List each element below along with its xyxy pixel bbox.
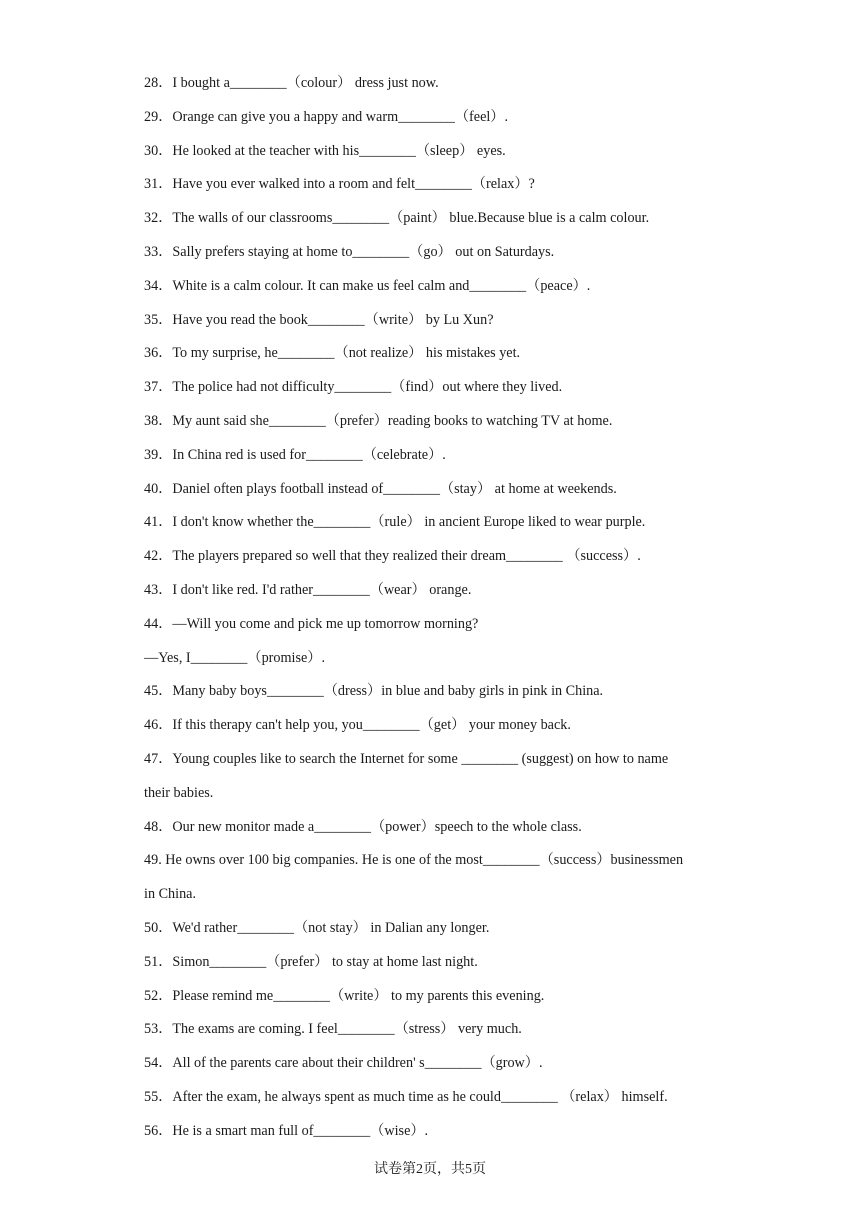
question-line: 37．The police had not difficulty________（find）out where they lived.: [144, 379, 563, 396]
question-line: 52．Please remind me________（write） to my parents this evening.: [144, 987, 545, 1004]
question-line: 48．Our new monitor made a________（power）speech to the whole class.: [144, 818, 582, 835]
question-line: 47．Young couples like to search the Internet for some ________ (suggest) on how to name: [144, 750, 669, 767]
page-footer: 试卷第2页，共5页: [374, 1162, 486, 1177]
question-line: 51．Simon________（prefer） to stay at home last night.: [144, 953, 478, 970]
question-line: 28．I bought a________（colour） dress just now.: [144, 75, 439, 91]
question-line: 56．He is a smart man full of________（wise）.: [144, 1122, 429, 1139]
question-continuation: their babies.: [144, 784, 214, 801]
question-line: 30．He looked at the teacher with his________（sleep） eyes.: [144, 142, 506, 159]
question-line: 46．If this therapy can't help you, you________（get） your money back.: [144, 717, 571, 734]
question-line: 49. He owns over 100 big companies. He is one of the most________（success）businessmen: [144, 852, 684, 869]
question-continuation: in China.: [144, 886, 197, 903]
question-line: 34．White is a calm colour. It can make us feel calm and________（peace）.: [144, 277, 591, 294]
question-line: 55．After the exam, he always spent as much time as he could________ （relax） himself.: [144, 1088, 668, 1105]
question-line: 41．I don't know whether the________（rule） in ancient Europe liked to wear purple.: [144, 514, 646, 531]
question-line: 36．To my surprise, he________（not realize） his mistakes yet.: [144, 345, 521, 362]
question-line: 44．—Will you come and pick me up tomorrow morning?: [144, 615, 479, 632]
question-line: 29．Orange can give you a happy and warm________（feel）.: [144, 108, 509, 125]
question-line: 53．The exams are coming. I feel________（stress） very much.: [144, 1021, 522, 1038]
question-line: 40．Daniel often plays football instead of________（stay） at home at weekends.: [144, 480, 617, 497]
question-line: 54．All of the parents care about their children' s________（grow）.: [144, 1055, 543, 1072]
question-line: 32．The walls of our classrooms________（paint） blue.Because blue is a calm colour.: [144, 210, 650, 227]
question-line: 31．Have you ever walked into a room and felt________（relax）?: [144, 176, 535, 193]
question-line: 50．We'd rather________（not stay） in Dalian any longer.: [144, 919, 490, 936]
question-line: 39．In China red is used for________（celebrate）.: [144, 446, 446, 463]
answer-line: —Yes, I________（promise）.: [144, 649, 326, 666]
question-line: 45．Many baby boys________（dress）in blue and baby girls in pink in China.: [144, 683, 604, 700]
question-line: 38．My aunt said she________（prefer）reading books to watching TV at home.: [144, 412, 613, 429]
question-line: 43．I don't like red. I'd rather________（wear） orange.: [144, 581, 472, 598]
question-line: 33．Sally prefers staying at home to________（go） out on Saturdays.: [144, 243, 555, 260]
question-line: 42．The players prepared so well that they realized their dream________ （success）.: [144, 548, 641, 565]
question-line: 35．Have you read the book________（write） by Lu Xun?: [144, 311, 494, 328]
question-list: [144, 70, 744, 1152]
